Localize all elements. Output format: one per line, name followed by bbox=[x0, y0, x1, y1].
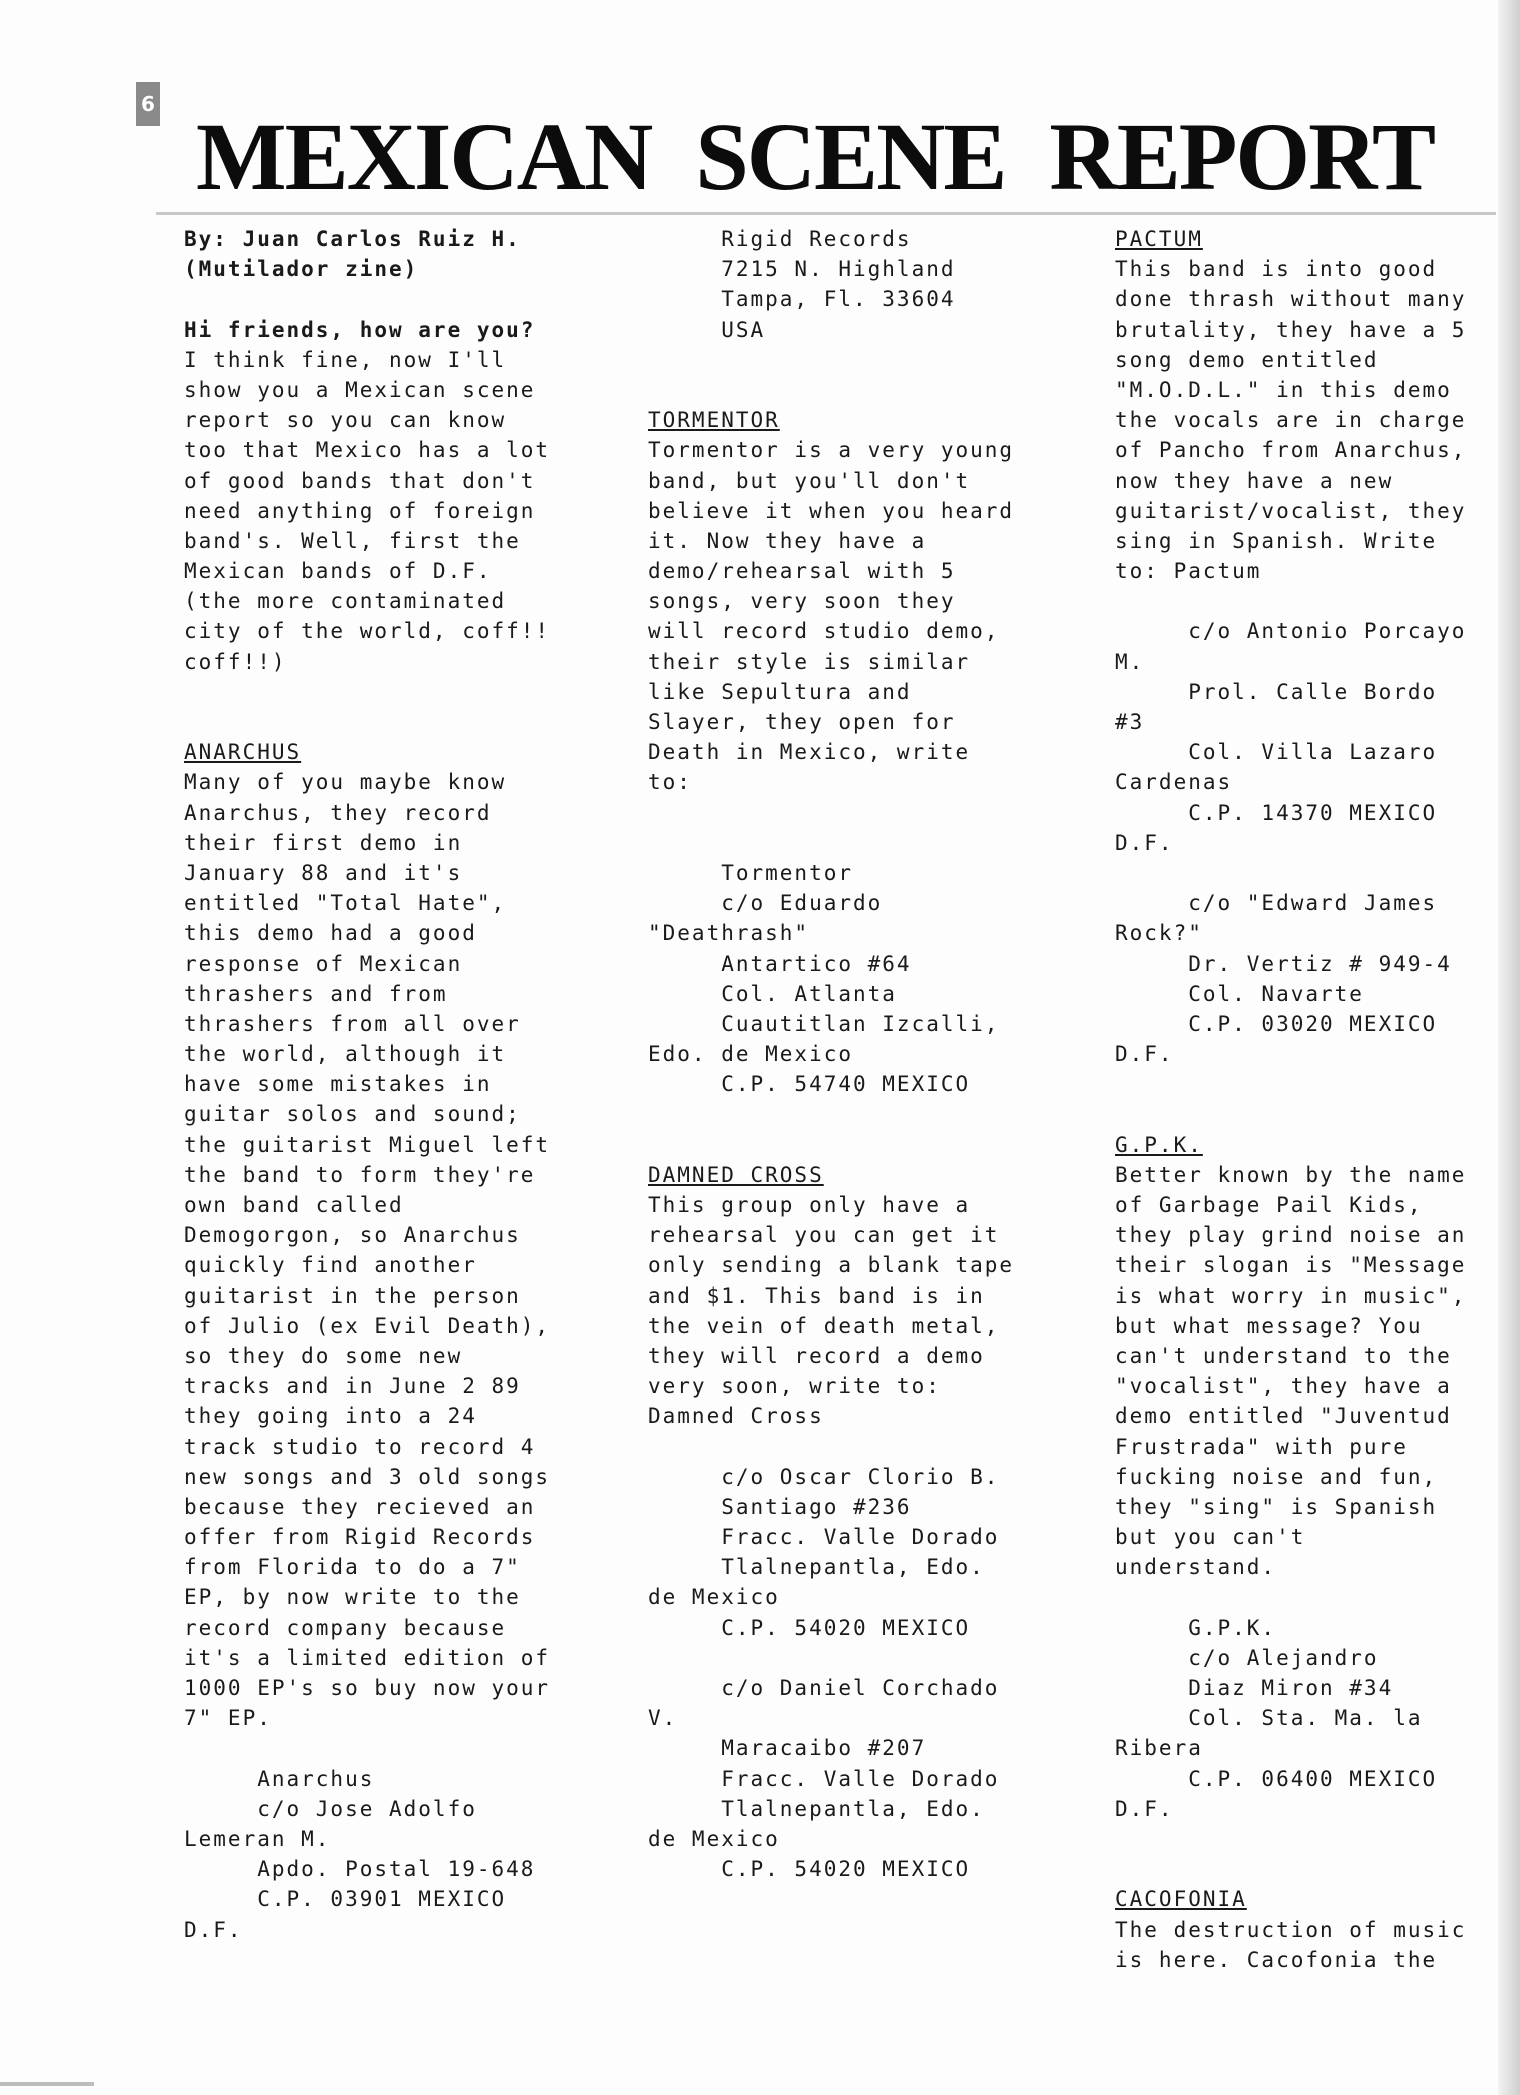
text-line: (the more contaminated bbox=[184, 589, 507, 614]
band-heading: CACOFONIA bbox=[1115, 1887, 1247, 1912]
text-line: This group only have a bbox=[648, 1193, 971, 1217]
text-line: Tlalnepantla, Edo. bbox=[648, 1555, 985, 1580]
text-line: report so you can know bbox=[184, 408, 507, 433]
text-line: 1000 EP's so buy now your bbox=[184, 1676, 551, 1700]
text-line bbox=[1115, 586, 1520, 616]
text-line: will record studio demo, bbox=[648, 619, 1000, 644]
text-line: thrashers from all over bbox=[184, 1011, 521, 1036]
text-line: 7" EP. bbox=[184, 1706, 272, 1731]
text-line: Anarchus bbox=[184, 1766, 375, 1791]
text-line: C.P. 14370 MEXICO bbox=[1115, 800, 1438, 825]
title-rule bbox=[156, 212, 1496, 215]
text-line: the vein of death metal, bbox=[648, 1313, 1000, 1338]
text-line: very soon, write to: bbox=[648, 1374, 941, 1399]
text-line: track studio to record 4 bbox=[184, 1434, 536, 1459]
text-line: "vocalist", they have a bbox=[1115, 1374, 1452, 1399]
text-line: Cuautitlan Izcalli, bbox=[648, 1011, 1000, 1036]
text-line: the vocals are in charge bbox=[1115, 408, 1467, 433]
text-line bbox=[648, 1432, 1088, 1462]
text-line bbox=[1115, 1099, 1520, 1129]
text-line bbox=[184, 677, 624, 707]
text-line: thrashers and from bbox=[184, 981, 448, 1006]
text-line: Rigid Records bbox=[648, 227, 912, 251]
page-title: MEXICAN SCENE REPORT bbox=[196, 103, 1435, 210]
text-line: C.P. 03901 MEXICO bbox=[184, 1887, 507, 1912]
text-line: This band is into good bbox=[1115, 257, 1438, 282]
text-line: too that Mexico has a lot bbox=[184, 438, 551, 463]
text-line: C.P. 54020 MEXICO bbox=[648, 1857, 971, 1882]
text-line: like Sepultura and bbox=[648, 679, 912, 704]
text-line: Tlalnepantla, Edo. bbox=[648, 1796, 985, 1821]
text-line: Tormentor is a very young bbox=[648, 438, 1015, 463]
text-line: C.P. 54020 MEXICO bbox=[648, 1615, 971, 1640]
text-line: #3 bbox=[1115, 710, 1145, 734]
text-line: January 88 and it's bbox=[184, 860, 463, 885]
text-line: c/o "Edward James bbox=[1115, 891, 1438, 916]
text-line bbox=[648, 375, 1088, 405]
text-line: guitarist/vocalist, they bbox=[1115, 498, 1467, 523]
text-line: entitled "Total Hate", bbox=[184, 891, 507, 916]
text-line: believe it when you heard bbox=[648, 498, 1015, 523]
text-line: Slayer, they open for bbox=[648, 710, 956, 734]
text-line: the band to form they're bbox=[184, 1162, 536, 1187]
text-line: c/o Oscar Clorio B. bbox=[648, 1464, 1000, 1489]
text-line: band, but you'll don't bbox=[648, 468, 971, 493]
article-column-1 bbox=[184, 224, 624, 1945]
text-line: the world, although it bbox=[184, 1042, 507, 1067]
text-line: Col. Navarte bbox=[1115, 981, 1364, 1006]
text-line: response of Mexican bbox=[184, 951, 463, 976]
text-line: Many of you maybe know bbox=[184, 770, 507, 795]
text-line: from Florida to do a 7" bbox=[184, 1555, 521, 1580]
text-line bbox=[648, 345, 1088, 375]
text-line bbox=[1115, 1069, 1520, 1099]
scan-edge-mark bbox=[0, 2082, 94, 2086]
text-line: so they do some new bbox=[184, 1343, 463, 1368]
text-line: guitar solos and sound; bbox=[184, 1102, 521, 1127]
text-line: it. Now they have a bbox=[648, 528, 927, 553]
text-line: understand. bbox=[1115, 1555, 1277, 1580]
text-line: Damned Cross bbox=[648, 1404, 824, 1429]
text-line: Diaz Miron #34 bbox=[1115, 1676, 1394, 1700]
text-line bbox=[1115, 858, 1520, 888]
text-line: they will record a demo bbox=[648, 1343, 985, 1368]
text-line: record company because bbox=[184, 1615, 507, 1640]
band-heading: TORMENTOR bbox=[648, 408, 780, 433]
text-line bbox=[648, 1643, 1088, 1673]
text-line: 7215 N. Highland bbox=[648, 257, 956, 282]
text-line: Dr. Vertiz # 949-4 bbox=[1115, 951, 1452, 976]
text-line: c/o Antonio Porcayo bbox=[1115, 619, 1467, 644]
text-line: Col. Villa Lazaro bbox=[1115, 740, 1438, 765]
text-line: USA bbox=[648, 317, 766, 342]
text-line: tracks and in June 2 89 bbox=[184, 1374, 521, 1399]
text-line: have some mistakes in bbox=[184, 1072, 492, 1097]
text-line: their style is similar bbox=[648, 649, 971, 674]
text-line: sing in Spanish. Write bbox=[1115, 528, 1438, 553]
text-line: but you can't bbox=[1115, 1525, 1306, 1550]
text-line: only sending a blank tape bbox=[648, 1253, 1015, 1278]
text-line: rehearsal you can get it bbox=[648, 1223, 1000, 1248]
text-line: songs, very soon they bbox=[648, 589, 956, 614]
text-line: Cardenas bbox=[1115, 770, 1233, 795]
text-line: D.F. bbox=[184, 1917, 243, 1942]
text-line: they "sing" is Spanish bbox=[1115, 1494, 1438, 1519]
text-line: "M.O.D.L." in this demo bbox=[1115, 377, 1452, 402]
text-line bbox=[1115, 1824, 1520, 1854]
text-line: city of the world, coff!! bbox=[184, 619, 551, 644]
text-line: (Mutilador zine) bbox=[184, 257, 419, 282]
text-line: the guitarist Miguel left bbox=[184, 1132, 551, 1157]
text-line: V. bbox=[648, 1706, 678, 1731]
band-heading: G.P.K. bbox=[1115, 1132, 1203, 1157]
text-line: to: bbox=[648, 770, 692, 795]
text-line: Anarchus, they record bbox=[184, 800, 492, 825]
text-line: D.F. bbox=[1115, 1042, 1174, 1067]
article-column-3 bbox=[1115, 224, 1520, 1975]
text-line: Tormentor bbox=[648, 860, 854, 885]
text-line: Antartico #64 bbox=[648, 951, 912, 976]
text-line bbox=[184, 284, 624, 314]
text-line: Fracc. Valle Dorado bbox=[648, 1766, 1000, 1791]
text-line: of Julio (ex Evil Death), bbox=[184, 1313, 551, 1338]
text-line: demo entitled "Juventud bbox=[1115, 1404, 1452, 1429]
text-line: By: Juan Carlos Ruiz H. bbox=[184, 227, 521, 251]
text-line: Col. Sta. Ma. la bbox=[1115, 1706, 1423, 1731]
text-line: done thrash without many bbox=[1115, 287, 1467, 312]
text-line: G.P.K. bbox=[1115, 1615, 1277, 1640]
text-line bbox=[648, 1130, 1088, 1160]
text-line: quickly find another bbox=[184, 1253, 477, 1278]
text-line: de Mexico bbox=[648, 1585, 780, 1610]
text-line: Better known by the name bbox=[1115, 1162, 1467, 1187]
text-line: Maracaibo #207 bbox=[648, 1736, 927, 1761]
text-line bbox=[184, 707, 624, 737]
text-line bbox=[1115, 1854, 1520, 1884]
text-line: band's. Well, first the bbox=[184, 528, 521, 553]
text-line bbox=[648, 798, 1088, 828]
article-column-2 bbox=[648, 224, 1088, 1884]
text-line bbox=[648, 1099, 1088, 1129]
text-line: coff!!) bbox=[184, 649, 287, 674]
text-line: Col. Atlanta bbox=[648, 981, 897, 1006]
text-line: I think fine, now I'll bbox=[184, 347, 507, 372]
text-line: own band called bbox=[184, 1193, 404, 1217]
text-line: offer from Rigid Records bbox=[184, 1525, 536, 1550]
text-line: D.F. bbox=[1115, 1796, 1174, 1821]
text-line: C.P. 03020 MEXICO bbox=[1115, 1011, 1438, 1036]
text-line: is what worry in music", bbox=[1115, 1283, 1467, 1308]
text-line: it's a limited edition of bbox=[184, 1645, 551, 1670]
text-line: Ribera bbox=[1115, 1736, 1203, 1761]
text-line: c/o Jose Adolfo bbox=[184, 1796, 477, 1821]
text-line: demo/rehearsal with 5 bbox=[648, 559, 956, 584]
text-line: but what message? You bbox=[1115, 1313, 1423, 1338]
text-line: show you a Mexican scene bbox=[184, 377, 536, 402]
text-line: de Mexico bbox=[648, 1826, 780, 1851]
text-line: fucking noise and fun, bbox=[1115, 1464, 1438, 1489]
text-line: The destruction of music bbox=[1115, 1917, 1467, 1942]
text-line: need anything of foreign bbox=[184, 498, 536, 523]
text-line: Hi friends, how are you? bbox=[184, 317, 536, 342]
text-line: M. bbox=[1115, 649, 1145, 674]
text-line: Prol. Calle Bordo bbox=[1115, 679, 1438, 704]
text-line: Edo. de Mexico bbox=[648, 1042, 854, 1067]
band-heading: ANARCHUS bbox=[184, 740, 302, 765]
text-line: Lemeran M. bbox=[184, 1826, 331, 1851]
page-number: 6 bbox=[136, 82, 160, 126]
text-line: Mexican bands of D.F. bbox=[184, 559, 492, 584]
text-line: Death in Mexico, write bbox=[648, 740, 971, 765]
text-line: C.P. 54740 MEXICO bbox=[648, 1072, 971, 1097]
text-line: Santiago #236 bbox=[648, 1494, 912, 1519]
text-line: c/o Daniel Corchado bbox=[648, 1676, 1000, 1700]
text-line: of good bands that don't bbox=[184, 468, 536, 493]
band-heading: DAMNED CROSS bbox=[648, 1162, 824, 1187]
text-line: and $1. This band is in bbox=[648, 1283, 985, 1308]
text-line bbox=[648, 828, 1088, 858]
text-line: Fracc. Valle Dorado bbox=[648, 1525, 1000, 1550]
text-line: of Garbage Pail Kids, bbox=[1115, 1193, 1423, 1217]
text-line: new songs and 3 old songs bbox=[184, 1464, 551, 1489]
text-line: brutality, they have a 5 bbox=[1115, 317, 1467, 342]
text-line: "Deathrash" bbox=[648, 921, 810, 946]
text-line: EP, by now write to the bbox=[184, 1585, 521, 1610]
text-line: their first demo in bbox=[184, 830, 463, 855]
text-line: Apdo. Postal 19-648 bbox=[184, 1857, 536, 1882]
text-line: they play grind noise an bbox=[1115, 1223, 1467, 1248]
text-line: Rock?" bbox=[1115, 921, 1203, 946]
text-line: to: Pactum bbox=[1115, 559, 1262, 584]
text-line: their slogan is "Message bbox=[1115, 1253, 1467, 1278]
text-line: this demo had a good bbox=[184, 921, 477, 946]
text-line: song demo entitled bbox=[1115, 347, 1379, 372]
text-line: they going into a 24 bbox=[184, 1404, 477, 1429]
text-line: of Pancho from Anarchus, bbox=[1115, 438, 1467, 463]
text-line bbox=[1115, 1582, 1520, 1612]
text-line: c/o Eduardo bbox=[648, 891, 883, 916]
text-line: now they have a new bbox=[1115, 468, 1394, 493]
text-line: is here. Cacofonia the bbox=[1115, 1947, 1438, 1972]
text-line: D.F. bbox=[1115, 830, 1174, 855]
text-line: guitarist in the person bbox=[184, 1283, 521, 1308]
text-line: Demogorgon, so Anarchus bbox=[184, 1223, 521, 1248]
text-line: because they recieved an bbox=[184, 1494, 536, 1519]
text-line: Tampa, Fl. 33604 bbox=[648, 287, 956, 312]
text-line bbox=[184, 1733, 624, 1763]
text-line: can't understand to the bbox=[1115, 1343, 1452, 1368]
text-line: C.P. 06400 MEXICO bbox=[1115, 1766, 1438, 1791]
text-line: c/o Alejandro bbox=[1115, 1645, 1379, 1670]
band-heading: PACTUM bbox=[1115, 227, 1203, 251]
text-line: Frustrada" with pure bbox=[1115, 1434, 1408, 1459]
